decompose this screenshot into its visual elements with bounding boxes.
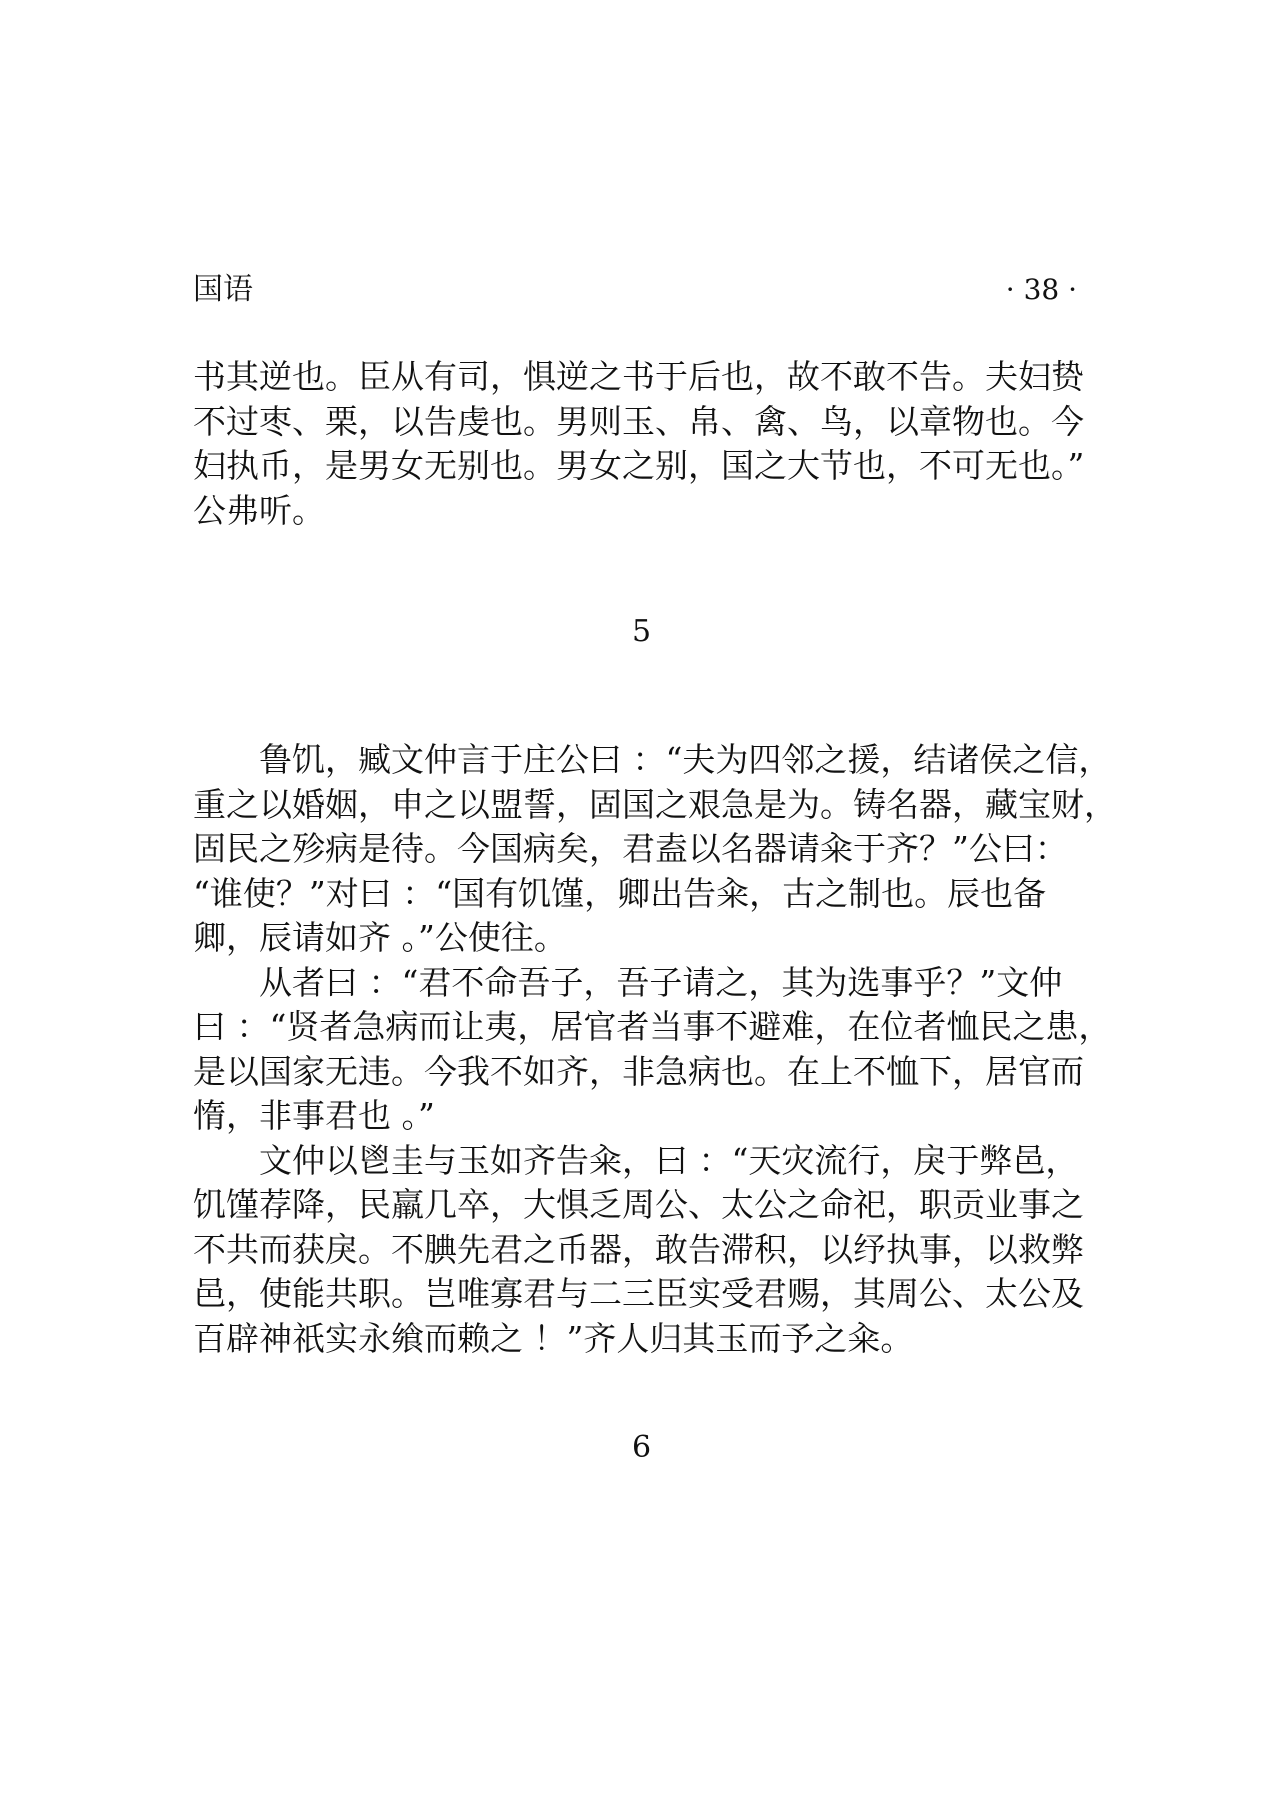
text-line: 邑，使能共职。岂唯寡君与二三臣实受君赐，其周公、太公及 bbox=[193, 1274, 1084, 1313]
text-line: 卿，辰请如齐 。”公使往。 bbox=[193, 918, 567, 957]
text-line: 公弗听。 bbox=[193, 490, 325, 530]
text-line: 从者曰 ：“君不命吾子，吾子请之，其为选事乎？”文仲 bbox=[259, 962, 1063, 1002]
text-line: 惰，非事君也 。” bbox=[193, 1096, 435, 1135]
text-line: 是以国家无违。今我不如齐，非急病也。在上不恤下，居官而 bbox=[193, 1051, 1084, 1091]
text-line: 不过枣、栗，以告虔也。男则玉、帛、禽、鸟，以章物也。今 bbox=[193, 401, 1084, 441]
section-body bbox=[193, 738, 1117, 1361]
section-number: 5 bbox=[631, 614, 652, 649]
text-line: 百辟神祇实永飨而赖之 ！”齐人归其玉而予之籴。 bbox=[193, 1318, 914, 1358]
text-line: 饥馑荐降，民羸几卒，大惧乏周公、太公之命祀，职贡业事之 bbox=[193, 1185, 1084, 1224]
book-title: 国语 bbox=[193, 272, 253, 307]
text-line: “谁使？”对曰 ：“国有饥馑，卿出告籴，古之制也。辰也备 bbox=[193, 873, 1047, 913]
text-line: 书其逆也。臣从有司，惧逆之书于后也，故不敢不告。夫妇贽 bbox=[193, 357, 1084, 396]
text-line: 文仲以鬯圭与玉如齐告籴，曰 ：“天灾流行，戾于弊邑， bbox=[259, 1140, 1079, 1180]
text-line: 鲁饥，臧文仲言于庄公曰 ：“夫为四邻之援，结诸侯之信， bbox=[259, 740, 1112, 779]
running-header bbox=[193, 268, 1077, 312]
text-line: 重之以婚姻，申之以盟誓，固国之艰急是为。铸名器，藏宝财， bbox=[193, 784, 1117, 824]
text-line: 妇执币，是男女无别也。男女之别，国之大节也，不可无也。” bbox=[193, 446, 1085, 485]
text-line: 不共而获戾。不腆先君之币器，敢告滞积，以纾执事，以救弊 bbox=[193, 1229, 1084, 1269]
section-number: 6 bbox=[631, 1430, 652, 1465]
continued-paragraph bbox=[193, 355, 1093, 533]
text-line: 固民之殄病是待。今国病矣，君盍以名器请籴于齐？”公曰： bbox=[193, 829, 1068, 868]
text-line: 曰 ：“贤者急病而让夷，居官者当事不避难，在位者恤民之患， bbox=[193, 1007, 1112, 1046]
page-number: · 38 · bbox=[1005, 273, 1077, 306]
